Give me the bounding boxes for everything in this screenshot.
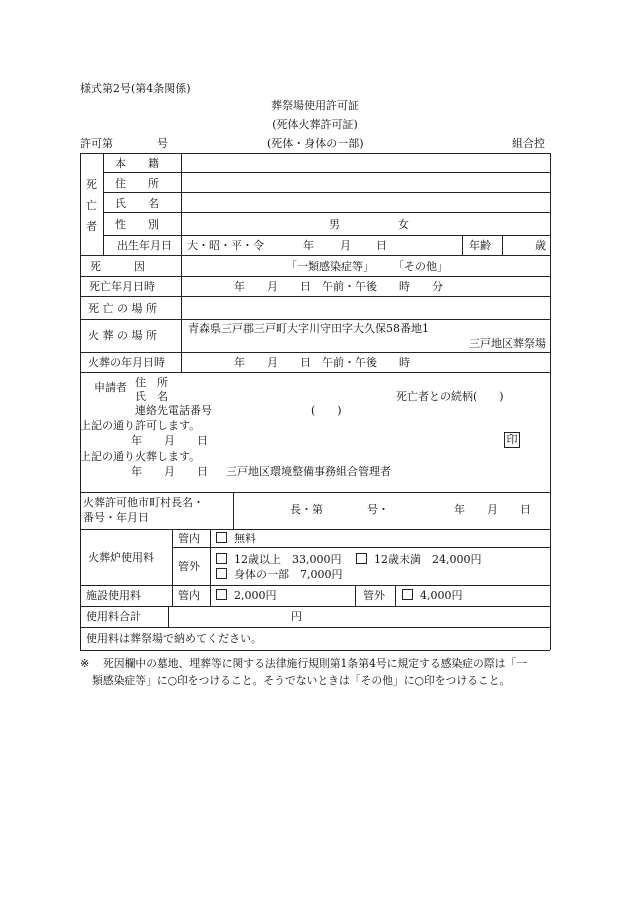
cause-option-other[interactable]: 「その他」 [393,260,448,273]
checkbox-icon[interactable] [216,589,227,600]
other-permit-number[interactable]: 長・第 号・ [290,503,389,516]
cremation-facility-name: 三戸地区葬祭場 [469,337,546,350]
seal-mark: 印 [504,432,520,448]
manager-name: 三戸地区環境整備事務組合管理者 [226,465,391,478]
sex-label: 性 別 [115,218,159,231]
furnace-body-part-option[interactable] [216,568,343,581]
over12-fee-label: 12歳以上 33,000円 [234,553,342,566]
copy-label: 組合控 [512,137,545,150]
facility-inside-option[interactable] [216,589,277,602]
applicant-phone-label: 連絡先電話番号 [135,404,212,417]
birth-label: 出生年月日 [117,239,172,252]
furnace-fee-label: 火葬炉使用料 [88,551,154,564]
checkbox-icon[interactable] [216,553,227,564]
under12-fee-label: 12歳未満 24,000円 [374,553,482,566]
address-label: 住 所 [115,177,159,190]
facility-inside-label: 管内 [178,589,200,602]
applicant-address-label: 住 所 [135,376,168,389]
cremation-datetime-label: 火葬の年月日時 [88,356,165,369]
form-subtitle: (死体火葬許可証) [272,118,358,131]
checkbox-icon[interactable] [216,532,227,543]
cause-label: 死 因 [90,260,145,273]
form-title: 葬祭場使用許可証 [271,99,359,112]
permit-number: 許可第 号 [80,137,168,150]
birth-year-unit: 年 [303,239,314,252]
form-number: 様式第2号(第4条関係) [80,82,191,95]
applicant-label: 申請者 [94,381,127,394]
other-permit-label-2: 番号・年月日 [83,511,149,524]
facility-outside-label: 管外 [363,589,385,602]
footnote-line-2: 類感染症等」に○印をつけること。そうでないときは「その他」に○印をつけること。 [92,674,511,687]
furnace-outside-label: 管外 [178,560,200,573]
total-fee-label: 使用料合計 [86,610,141,623]
furnace-free-label: 無料 [234,532,256,545]
applicant-phone-paren: ( ) [311,404,342,417]
applicant-name-label: 氏 名 [135,390,168,403]
death-datetime-value[interactable]: 年 月 日 午前・午後 時 分 [234,280,443,293]
sex-male[interactable]: 男 [329,218,340,231]
cremation-place-label: 火 葬 の 場 所 [88,329,157,342]
facility-fee-label: 施設使用料 [86,589,141,602]
checkbox-icon[interactable] [356,553,367,564]
furnace-inside-option[interactable] [216,532,256,545]
age-unit: 歳 [535,239,546,252]
death-place-label: 死 亡 の 場 所 [88,302,157,315]
birth-month-unit: 月 [340,239,351,252]
deceased-group-label-1: 死 [86,178,97,191]
sex-female[interactable]: 女 [398,218,409,231]
deceased-group-label-2: 亡 [86,199,97,212]
name-label: 氏 名 [115,197,159,210]
facility-inside-fee: 2,000円 [234,589,277,602]
furnace-inside-label: 管内 [178,532,200,545]
body-part-label: (死体・身体の一部) [267,137,364,150]
facility-outside-fee: 4,000円 [420,589,463,602]
death-datetime-label: 死亡年月日時 [89,280,155,293]
payment-note: 使用料は葬祭場で納めてください。 [86,632,262,645]
facility-outside-option[interactable] [402,589,463,602]
permit-statement: 上記の通り許可します。 [80,419,201,432]
cause-option-infectious[interactable]: 「一類感染症等」 [286,260,374,273]
furnace-over12-option[interactable] [216,553,342,566]
furnace-under12-option[interactable] [356,553,482,566]
cremation-datetime-value[interactable]: 年 月 日 午前・午後 時 [234,356,410,369]
birth-era[interactable]: 大・昭・平・令 [187,239,264,252]
birth-day-unit: 日 [376,239,387,252]
cremation-place-address: 青森県三戸郡三戸町大字川守田字大久保58番地1 [188,322,429,335]
checkbox-icon[interactable] [216,568,227,579]
applicant-relation-label: 死亡者との続柄( ) [396,390,504,403]
deceased-group-label-3: 者 [86,220,97,233]
footnote-mark: ※ [80,657,90,670]
footnote-line-1: 死因欄中の墓地、埋葬等に関する法律施行規則第1条第4号に規定する感染症の際は「一 [103,657,528,670]
body-part-fee-label: 身体の一部 7,000円 [234,568,343,581]
cremation-statement: 上記の通り火葬します。 [80,450,201,463]
checkbox-icon[interactable] [402,589,413,600]
total-fee-unit: 円 [291,610,302,623]
permit-date: 年 月 日 [131,434,208,447]
other-permit-date[interactable]: 年 月 日 [454,503,531,516]
honseki-label: 本 籍 [115,157,159,170]
manager-date: 年 月 日 [131,465,208,478]
age-label: 年齢 [469,239,491,252]
other-permit-label-1: 火葬許可他市町村長名・ [83,496,204,509]
